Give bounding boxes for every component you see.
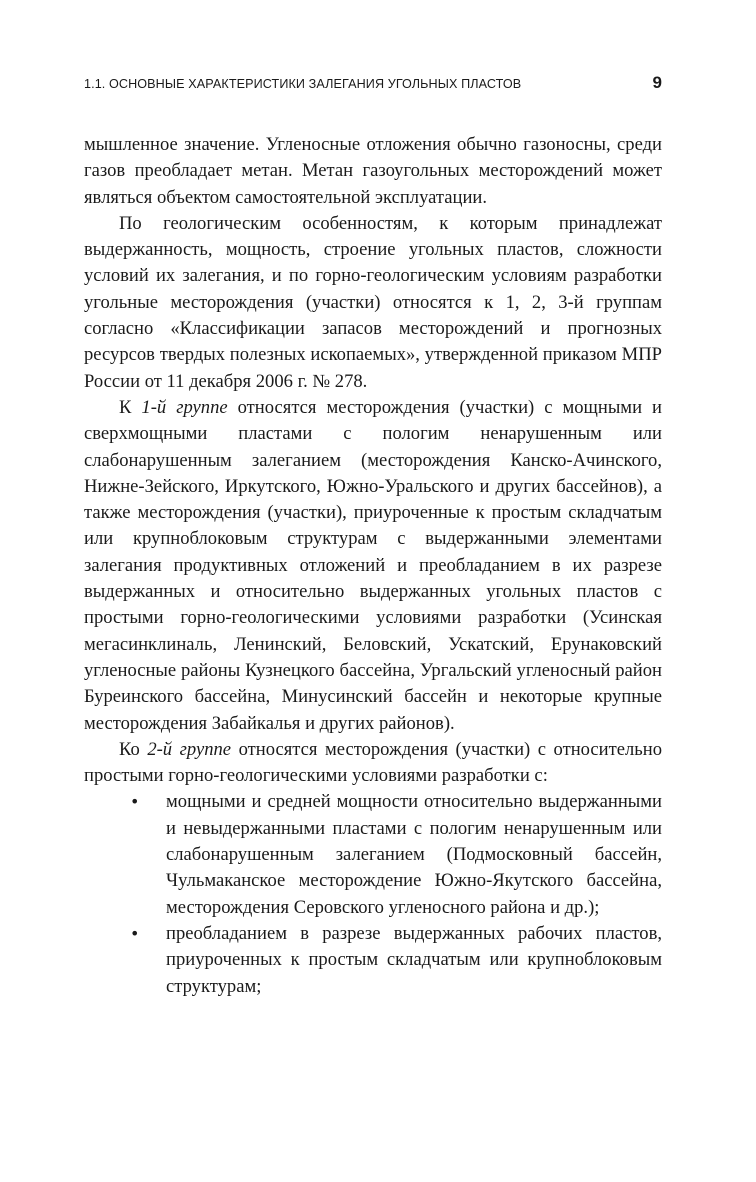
bullet-marker: • <box>130 923 140 943</box>
paragraph-continuation: мышленное значение. Угленосные отложения обычно газоносны, среди газов преобладает метан. Метан газоугольных месторождений может являться объектом самостоятельной эксплуатации. <box>84 134 662 208</box>
page-number: 9 <box>652 73 662 92</box>
list-item-text: мощными и средней мощности относительно выдержанными и невыдержанными пластами с пологим ненарушенным или слабонарушенным залеганием (Подмосковный бассейн, Чульмаканское месторождение Южно-Якутского бассейна, месторождения Серовского угленосного района и др.); <box>166 791 662 918</box>
body-text <box>84 132 662 1000</box>
list-item <box>130 789 662 920</box>
list-item <box>130 921 662 1000</box>
group-2-bullet-list <box>84 789 662 999</box>
paragraph-group-2 <box>84 737 662 790</box>
book-page <box>84 70 662 1000</box>
group-1-text: относятся месторождения (участки) с мощными и сверхмощными пластами с пологим ненарушенным или слабонарушенным залеганием (месторождения Канско-Ачинского, Нижне-Зейского, Иркутского, Южно-Уральского и других бассейнов), а также месторождения (участки), приуроченные к простым складчатым или крупноблоковым структурам с выдержанными элементами залегания продуктивных отложений и преобладанием в их разрезе выдержанных и относительно выдержанных угольных пластов с простыми горно-геологическими условиями разработки (Усинская мегасинклиналь, Ленинский, Беловский, Ускатский, Ерунаковский угленосные районы Кузнецкого бассейна, Ургальский угленосный район Буреинского бассейна, Минусинский бассейн и некоторые крупные месторождения Забайкалья и других районов). <box>84 396 662 734</box>
running-title: 1.1. ОСНОВНЫЕ ХАРАКТЕРИСТИКИ ЗАЛЕГАНИЯ УГОЛЬНЫХ ПЛАСТОВ <box>84 77 522 91</box>
paragraph-classification: По геологическим особенностям, к которым принадлежат выдержанность, мощность, строение угольных пластов, сложности условий их залегания, и по горно-геологическим условиям разработки угольные месторождения (участки) относятся к 1, 2, 3-й группам согласно «Классификации запасов месторождений и прогнозных ресурсов твердых полезных ископаемых», утвержденной приказом МПР России от 11 декабря 2006 г. № 278. <box>84 212 662 392</box>
running-header <box>84 70 662 98</box>
bullet-marker: • <box>130 792 140 812</box>
list-item-text: преобладанием в разрезе выдержанных рабочих пластов, приуроченных к простым складчатым или крупноблоковым структурам; <box>166 922 662 997</box>
paragraph-group-1 <box>84 395 662 737</box>
group-1-term: 1-й группе <box>141 396 228 418</box>
group-2-term: 2-й группе <box>147 738 232 760</box>
group-1-lead: К <box>119 396 142 418</box>
group-2-text: относятся месторождения (участки) с относительно простыми горно-геологическими условиями разработки с: <box>84 738 663 787</box>
group-2-lead: Ко <box>119 738 148 760</box>
